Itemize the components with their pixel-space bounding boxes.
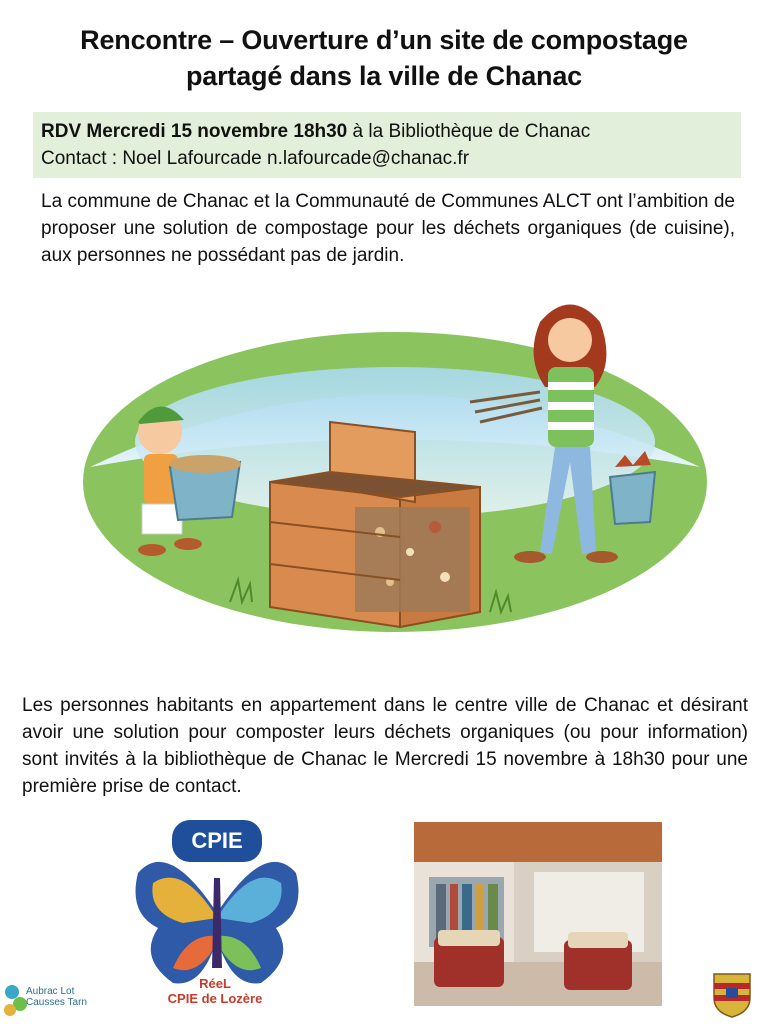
title-line-2: partagé dans la ville de Chanac xyxy=(186,61,582,91)
rdv-contact: Contact : Noel Lafourcade n.lafourcade@chanac.fr xyxy=(41,148,470,169)
composting-illustration xyxy=(70,282,720,667)
rdv-line xyxy=(41,118,733,145)
page-title xyxy=(0,22,768,94)
main-paragraph: Les personnes habitants en appartement dans le centre ville de Chanac et désirant avoir une solution pour composter leurs déchets organiques (ou pour information) sont invités à la bibliothèque de Chanac le Mercredi 15 novembre à 18h30 pour une première prise de contact. xyxy=(22,695,748,797)
library-photo xyxy=(414,822,662,1006)
chanac-crest-icon xyxy=(712,972,752,1018)
intro-paragraph: La commune de Chanac et la Communauté de Communes ALCT ont l’ambition de proposer une solution de compostage pour les déchets organiques (de cuisine), aux personnes ne possédant pas de jardin. xyxy=(41,191,735,266)
alct-line-2: Causses Tarn xyxy=(26,997,87,1008)
cpie-badge-label: CPIE xyxy=(191,828,243,853)
alct-line-1: Aubrac Lot xyxy=(26,986,75,997)
rdv-place: à la Bibliothèque de Chanac xyxy=(347,121,591,142)
rdv-date: RDV Mercredi 15 novembre 18h30 xyxy=(41,121,348,142)
alct-text xyxy=(26,986,87,1008)
title-line-1: Rencontre – Ouverture d’un site de compostage xyxy=(80,25,688,55)
cpie-reel-text: RéeL xyxy=(199,976,231,991)
cpie-name-text: CPIE de Lozère xyxy=(167,991,263,1006)
rdv-box xyxy=(33,112,741,178)
cpie-caption xyxy=(150,976,280,1006)
